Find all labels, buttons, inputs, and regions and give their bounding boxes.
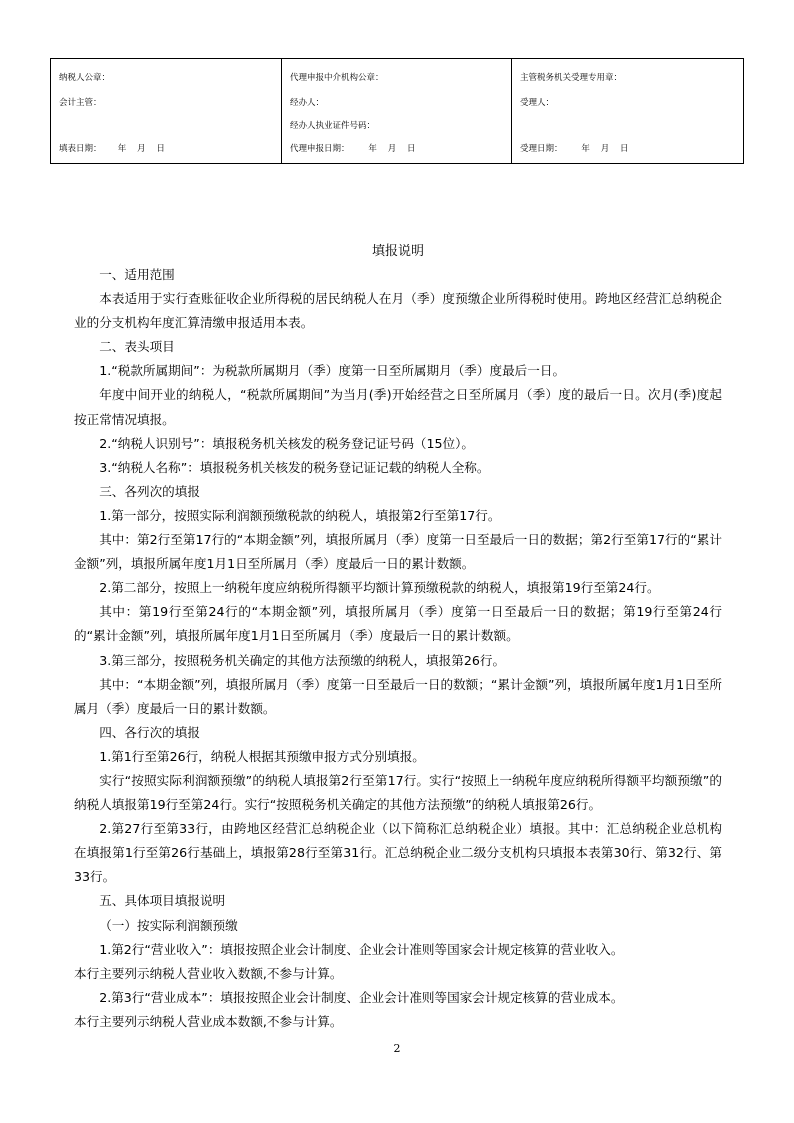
tax-authority-column xyxy=(511,59,743,163)
section-heading: 一、适用范围 xyxy=(99,267,175,282)
signature-table xyxy=(50,58,744,164)
agency-date-label: 代理申报日期： 年 月 日 xyxy=(290,144,416,154)
subsection-heading: （一）按实际利润额预缴 xyxy=(99,917,238,933)
paragraph: 2.第3行“营业成本”：填报按照企业会计制度、企业会计准则等国家会计规定核算的营业成本。 xyxy=(99,989,624,1005)
paragraph: 本表适用于实行查账征收企业所得税的居民纳税人在月（季）度预缴企业所得税时使用。跨地区经营汇总纳税企业的分支机构年度汇算清缴申报适用本表。 xyxy=(74,291,722,331)
taxpayer-seal-label: 纳税人公章： xyxy=(59,73,111,83)
paragraph: 本行主要列示纳税人营业收入数额,不参与计算。 xyxy=(74,965,343,981)
paragraph: 年度中间开业的纳税人，“税款所属期间”为当月(季)开始经营之日至所属月（季）度的最后一日。次月(季)度起按正常情况填报。 xyxy=(74,387,722,427)
accounting-head-label: 会计主管： xyxy=(59,98,102,108)
paragraph: 3.第三部分，按照税务机关确定的其他方法预缴的纳税人，填报第26行。 xyxy=(99,652,506,668)
taxpayer-column xyxy=(51,59,281,163)
paragraph: 实行“按照实际利润额预缴”的纳税人填报第2行至第17行。实行“按照上一纳税年度应纳税所得额平均额预缴”的纳税人填报第19行至第24行。实行“按照税务机关确定的其他方法预缴”的纳税人填报第26行。 xyxy=(74,772,722,813)
paragraph: 1.第2行“营业收入”：填报按照企业会计制度、企业会计准则等国家会计规定核算的营业收入。 xyxy=(99,941,624,957)
section-heading: 二、表头项目 xyxy=(99,339,175,355)
document-title: 填报说明 xyxy=(371,244,424,259)
handler-label: 经办人： xyxy=(290,98,325,108)
paragraph: 3.“纳税人名称”：填报税务机关核发的税务登记证记载的纳税人全称。 xyxy=(99,459,490,475)
handler-cert-label: 经办人执业证件号码： xyxy=(290,121,376,131)
instructions-body xyxy=(74,240,722,1034)
section-heading: 四、各行次的填报 xyxy=(99,724,200,740)
paragraph: 本行主要列示纳税人营业成本数额,不参与计算。 xyxy=(74,1013,343,1029)
receiver-label: 受理人： xyxy=(520,98,555,108)
paragraph: 2.第27行至第33行，由跨地区经营汇总纳税企业（以下简称汇总纳税企业）填报。其中：汇总纳税企业总机构在填报第1行至第26行基础上，填报第28行至第31行。汇总纳税企业二级分支机构只填报本表第30行、第32行、第33行。 xyxy=(74,821,722,885)
paragraph: 1.第一部分，按照实际利润额预缴税款的纳税人，填报第2行至第17行。 xyxy=(99,507,501,523)
page-number: 2 xyxy=(393,1042,401,1055)
agency-seal-label: 代理申报中介机构公章： xyxy=(290,73,384,83)
paragraph: 1.第1行至第26行，纳税人根据其预缴申报方式分别填报。 xyxy=(99,748,425,764)
fill-date-label: 填表日期： 年 月 日 xyxy=(59,144,165,154)
section-heading: 三、各列次的填报 xyxy=(99,483,200,499)
receive-date-label: 受理日期： 年 月 日 xyxy=(520,144,629,154)
paragraph: 1.“税款所属期间”：为税款所属期月（季）度第一日至所属期月（季）度最后一日。 xyxy=(99,363,566,379)
paragraph: 2.第二部分，按照上一纳税年度应纳税所得额平均额计算预缴税款的纳税人，填报第19行至第24行。 xyxy=(99,580,660,596)
paragraph: 其中：第19行至第24行的“本期金额”列，填报所属月（季）度第一日至最后一日的数据；第19行至第24行的“累计金额”列，填报所属年度1月1日至所属月（季）度最后一日的累计数额。 xyxy=(74,604,722,644)
paragraph: 其中：第2行至第17行的“本期金额”列，填报所属月（季）度第一日至最后一日的数据；第2行至第17行的“累计金额”列，填报所属年度1月1日至所属月（季）度最后一日的累计数额。 xyxy=(74,532,722,572)
paragraph: 其中：“本期金额”列，填报所属月（季）度第一日至最后一日的数额；“累计金额”列，填报所属年度1月1日至所属月（季）度最后一日的累计数额。 xyxy=(74,676,722,716)
agency-column xyxy=(281,59,511,163)
paragraph: 2.“纳税人识别号”：填报税务机关核发的税务登记证号码（15位）。 xyxy=(99,435,475,451)
section-heading: 五、具体项目填报说明 xyxy=(99,893,226,909)
tax-authority-seal-label: 主管税务机关受理专用章： xyxy=(520,73,623,83)
